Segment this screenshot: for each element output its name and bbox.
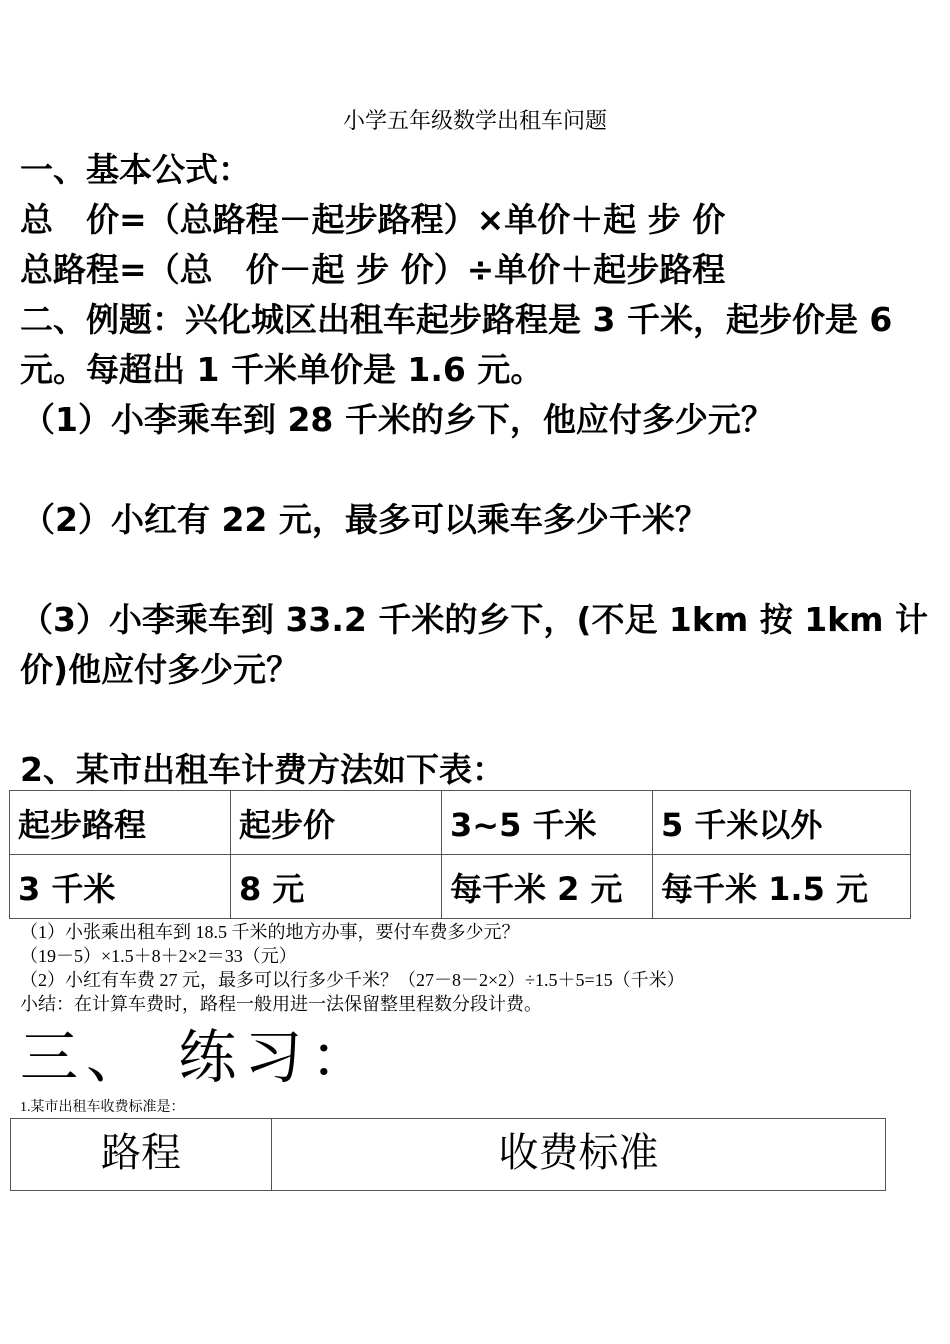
fee-table <box>9 790 911 919</box>
example2-answer-1: （19－5）×1.5＋8＋2×2＝33（元） <box>20 946 297 966</box>
table-row <box>10 791 911 855</box>
example-question-2: （2）小红有 22 元，最多可以乘车多少千米？ <box>22 500 708 539</box>
formula-total-price: 总 价=（总路程－起步路程）×单价＋起 步 价 <box>20 200 726 239</box>
table-row <box>11 1119 886 1191</box>
table-header-cell: 收费标准 <box>272 1119 886 1191</box>
section3-heading: 三、 练习： <box>20 1023 377 1091</box>
example2-heading: 2、某市出租车计费方法如下表： <box>20 750 505 789</box>
example2-question-2: （2）小红有车费 27 元，最多可以行多少千米？（27－8－2×2）÷1.5＋5=15（千米） <box>20 970 685 990</box>
table-cell: 每千米 1.5 元 <box>653 855 911 919</box>
example2-question-1: （1）小张乘出租车到 18.5 千米的地方办事，要付车费多少元？ <box>20 922 520 942</box>
table-cell: 3 千米 <box>10 855 231 919</box>
table-header-cell: 起步路程 <box>10 791 231 855</box>
example-question-1: （1）小李乘车到 28 千米的乡下，他应付多少元？ <box>22 400 774 439</box>
table-header-cell: 3~5 千米 <box>442 791 653 855</box>
rate-table <box>10 1118 886 1191</box>
table-header-cell: 路程 <box>11 1119 272 1191</box>
table-header-cell: 起步价 <box>231 791 442 855</box>
table-row <box>10 855 911 919</box>
formula-total-distance: 总路程=（总 价－起 步 价）÷单价＋起步路程 <box>20 250 726 289</box>
table-cell: 8 元 <box>231 855 442 919</box>
section1-heading: 一、基本公式： <box>20 150 251 189</box>
table-cell: 每千米 2 元 <box>442 855 653 919</box>
exercise-item-1: 1.某市出租车收费标准是： <box>20 1100 185 1115</box>
example-question-3: （3）小李乘车到 33.2 千米的乡下，(不足 1km 按 1km 计价)他应付多少元？ <box>20 600 928 689</box>
table-header-cell: 5 千米以外 <box>653 791 911 855</box>
summary-note: 小结：在计算车费时，路程一般用进一法保留整里程数分段计费。 <box>20 994 542 1014</box>
example-intro: 二、例题：兴化城区出租车起步路程是 3 千米，起步价是 6 元。每超出 1 千米单价是 1.6 元。 <box>20 300 893 389</box>
page-title: 小学五年级数学出租车问题 <box>342 109 607 134</box>
